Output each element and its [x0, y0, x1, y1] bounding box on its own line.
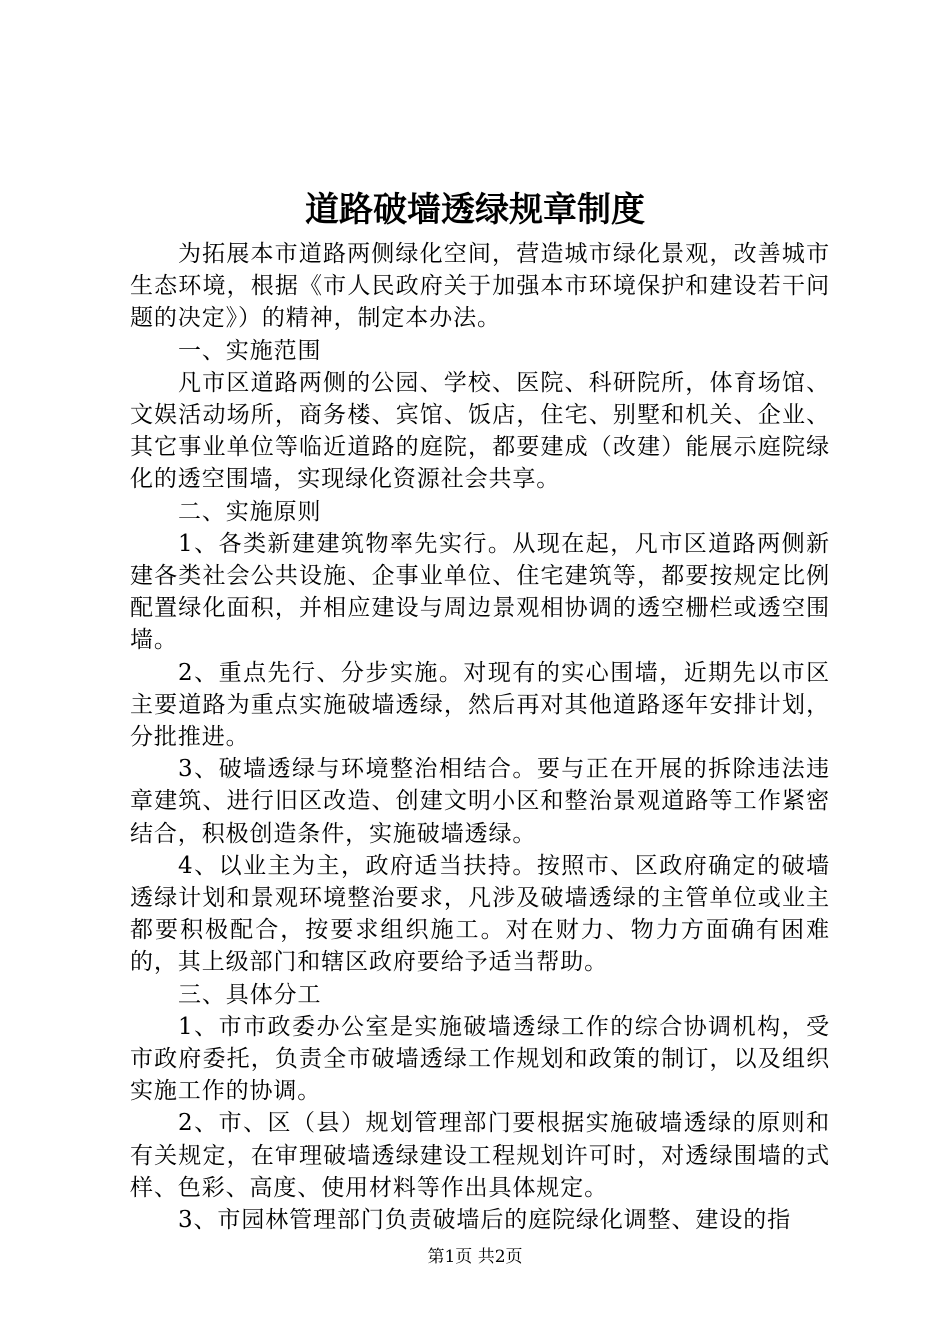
scope-paragraph: 凡市区道路两侧的公园、学校、医院、科研院所，体育场馆、文娱活动场所，商务楼、宾馆、饭店，住宅、别墅和机关、企业、其它事业单位等临近道路的庭院，都要建成（改建）能展示庭院绿化的透空围墙，实现绿化资源社会共享。	[130, 369, 830, 493]
document-body	[130, 238, 830, 1236]
intro-paragraph: 为拓展本市道路两侧绿化空间，营造城市绿化景观，改善城市生态环境，根据《市人民政府关于加强本市环境保护和建设若干问题的决定》）的精神，制定本办法。	[130, 241, 830, 332]
principle-paragraph-2: 2、重点先行、分步实施。对现有的实心围墙，近期先以市区主要道路为重点实施破墙透绿，然后再对其他道路逐年安排计划，分批推进。	[130, 659, 830, 751]
section-heading-scope: 一、实施范围	[178, 337, 322, 364]
division-paragraph-1: 1、市市政委办公室是实施破墙透绿工作的综合协调机构，受市政府委托，负责全市破墙透绿工作规划和政策的制订，以及组织实施工作的协调。	[130, 1013, 830, 1105]
section-heading-principles: 二、实施原则	[178, 498, 322, 525]
division-paragraph-2: 2、市、区（县）规划管理部门要根据实施破墙透绿的原则和有关规定，在审理破墙透绿建设工程规划许可时，对透绿围墙的式样、色彩、高度、使用材料等作出具体规定。	[130, 1110, 830, 1201]
section-heading-division: 三、具体分工	[178, 981, 322, 1008]
principle-paragraph-3: 3、破墙透绿与环境整治相结合。要与正在开展的拆除违法违章建筑、进行旧区改造、创建文明小区和整治景观道路等工作紧密结合，积极创造条件，实施破墙透绿。	[130, 756, 830, 847]
page-footer: 第1页 共2页	[427, 1247, 523, 1267]
principle-paragraph-4: 4、以业主为主，政府适当扶持。按照市、区政府确定的破墙透绿计划和景观环境整治要求，凡涉及破墙透绿的主管单位或业主都要积极配合，按要求组织施工。对在财力、物力方面确有困难的，其上级部门和辖区政府要给予适当帮助。	[130, 852, 830, 976]
principle-paragraph-1: 1、各类新建建筑物率先实行。从现在起，凡市区道路两侧新建各类社会公共设施、企事业单位、住宅建筑等，都要按规定比例配置绿化面积，并相应建设与周边景观相协调的透空栅栏或透空围墙。	[130, 530, 830, 654]
division-paragraph-3: 3、市园林管理部门负责破墙后的庭院绿化调整、建设的指	[178, 1207, 792, 1234]
document-title: 道路破墙透绿规章制度	[305, 190, 645, 230]
